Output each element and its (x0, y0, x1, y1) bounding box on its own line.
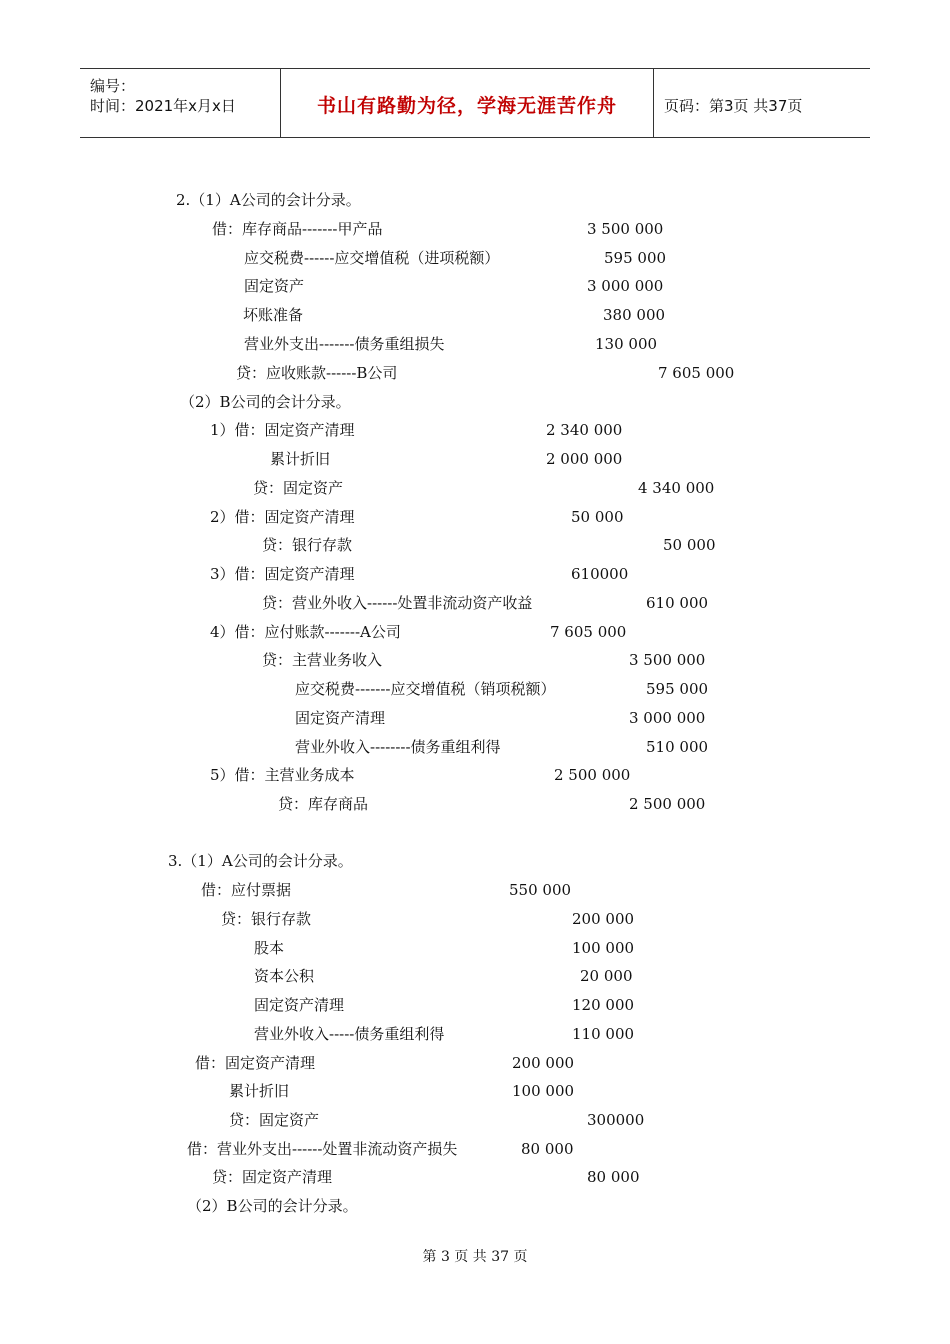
entry-amount: 20 000 (580, 967, 633, 985)
entry-amount: 3 000 000 (629, 709, 706, 727)
entry-amount: 2 500 000 (554, 766, 631, 784)
entry-amount: 3 500 000 (587, 220, 664, 238)
entry-amount: 80 000 (587, 1168, 640, 1186)
entry-amount: 3 500 000 (629, 651, 706, 669)
entry-amount: 200 000 (512, 1054, 575, 1072)
entry-amount: 110 000 (572, 1025, 635, 1043)
entry-label: 借：应付票据 (201, 881, 292, 899)
entry-amount: 300000 (587, 1111, 645, 1129)
entry-amount: 550 000 (509, 881, 572, 899)
entry-amount: 100 000 (572, 939, 635, 957)
entry-label: 应交税费-------应交增值税（销项税额） (295, 680, 556, 698)
entry-label: （2）B公司的会计分录。 (187, 1197, 358, 1215)
page-header (80, 68, 870, 138)
entry-label: 累计折旧 (270, 450, 331, 468)
entry-label: 资本公积 (254, 967, 315, 985)
entry-label: 固定资产清理 (295, 709, 386, 727)
entry-label: 坏账准备 (243, 306, 304, 324)
entry-amount: 2 000 000 (546, 450, 623, 468)
entry-amount: 2 500 000 (629, 795, 706, 813)
page-label: 页码：第3页 共37页 (664, 97, 803, 115)
entry-label: 贷：营业外收入------处置非流动资产收益 (262, 594, 533, 612)
entry-amount: 510 000 (646, 738, 709, 756)
entry-label: 2.（1）A公司的会计分录。 (176, 191, 361, 209)
entry-label: 借：库存商品-------甲产品 (212, 220, 383, 238)
entry-label: 3.（1）A公司的会计分录。 (168, 852, 353, 870)
entry-amount: 4 340 000 (638, 479, 715, 497)
entry-label: 营业外收入-----债务重组利得 (254, 1025, 445, 1043)
entry-label: 贷：固定资产清理 (212, 1168, 333, 1186)
entry-amount: 80 000 (521, 1140, 574, 1158)
entry-amount: 2 340 000 (546, 421, 623, 439)
entry-label: 营业外支出-------债务重组损失 (244, 335, 445, 353)
entry-amount: 610000 (571, 565, 629, 583)
entry-label: 贷：主营业务收入 (262, 651, 383, 669)
entry-label: 固定资产清理 (254, 996, 345, 1014)
entry-amount: 3 000 000 (587, 277, 664, 295)
entry-label: 贷：固定资产 (253, 479, 344, 497)
time-label: 时间：2021年x月x日 (90, 97, 236, 115)
entry-label: （2）B公司的会计分录。 (180, 393, 351, 411)
entry-label: 5）借：主营业务成本 (210, 766, 355, 784)
header-page-cell (654, 69, 870, 137)
entry-label: 2）借：固定资产清理 (210, 508, 355, 526)
header-motto-cell (281, 69, 654, 137)
entry-amount: 595 000 (646, 680, 709, 698)
entry-amount: 595 000 (604, 249, 667, 267)
entry-label: 贷：银行存款 (262, 536, 353, 554)
motto-text: 书山有路勤为径，学海无涯苦作舟 (316, 95, 617, 117)
page-footer: 第 3 页 共 37 页 (422, 1249, 528, 1265)
entry-amount: 50 000 (663, 536, 716, 554)
entry-amount: 7 605 000 (550, 623, 627, 641)
entry-amount: 50 000 (571, 508, 624, 526)
entry-label: 贷：库存商品 (278, 795, 369, 813)
entry-label: 4）借：应付账款-------A公司 (210, 623, 401, 641)
entry-amount: 380 000 (603, 306, 666, 324)
entry-label: 股本 (254, 939, 285, 957)
entry-label: 贷：固定资产 (229, 1111, 320, 1129)
entry-amount: 200 000 (572, 910, 635, 928)
entry-label: 累计折旧 (229, 1082, 290, 1100)
entry-label: 借：营业外支出------处置非流动资产损失 (187, 1140, 458, 1158)
entry-label: 固定资产 (244, 277, 305, 295)
entry-amount: 130 000 (595, 335, 658, 353)
entry-label: 贷：银行存款 (221, 910, 312, 928)
serial-label: 编号： (90, 77, 136, 95)
entry-amount: 120 000 (572, 996, 635, 1014)
entry-label: 贷：应收账款------B公司 (236, 364, 398, 382)
entry-label: 借：固定资产清理 (195, 1054, 316, 1072)
entry-label: 应交税费------应交增值税（进项税额） (244, 249, 500, 267)
entry-amount: 7 605 000 (658, 364, 735, 382)
entry-label: 1）借：固定资产清理 (210, 421, 355, 439)
entry-amount: 100 000 (512, 1082, 575, 1100)
entry-label: 营业外收入--------债务重组利得 (295, 738, 501, 756)
header-meta-cell (80, 69, 281, 137)
entry-label: 3）借：固定资产清理 (210, 565, 355, 583)
entry-amount: 610 000 (646, 594, 709, 612)
